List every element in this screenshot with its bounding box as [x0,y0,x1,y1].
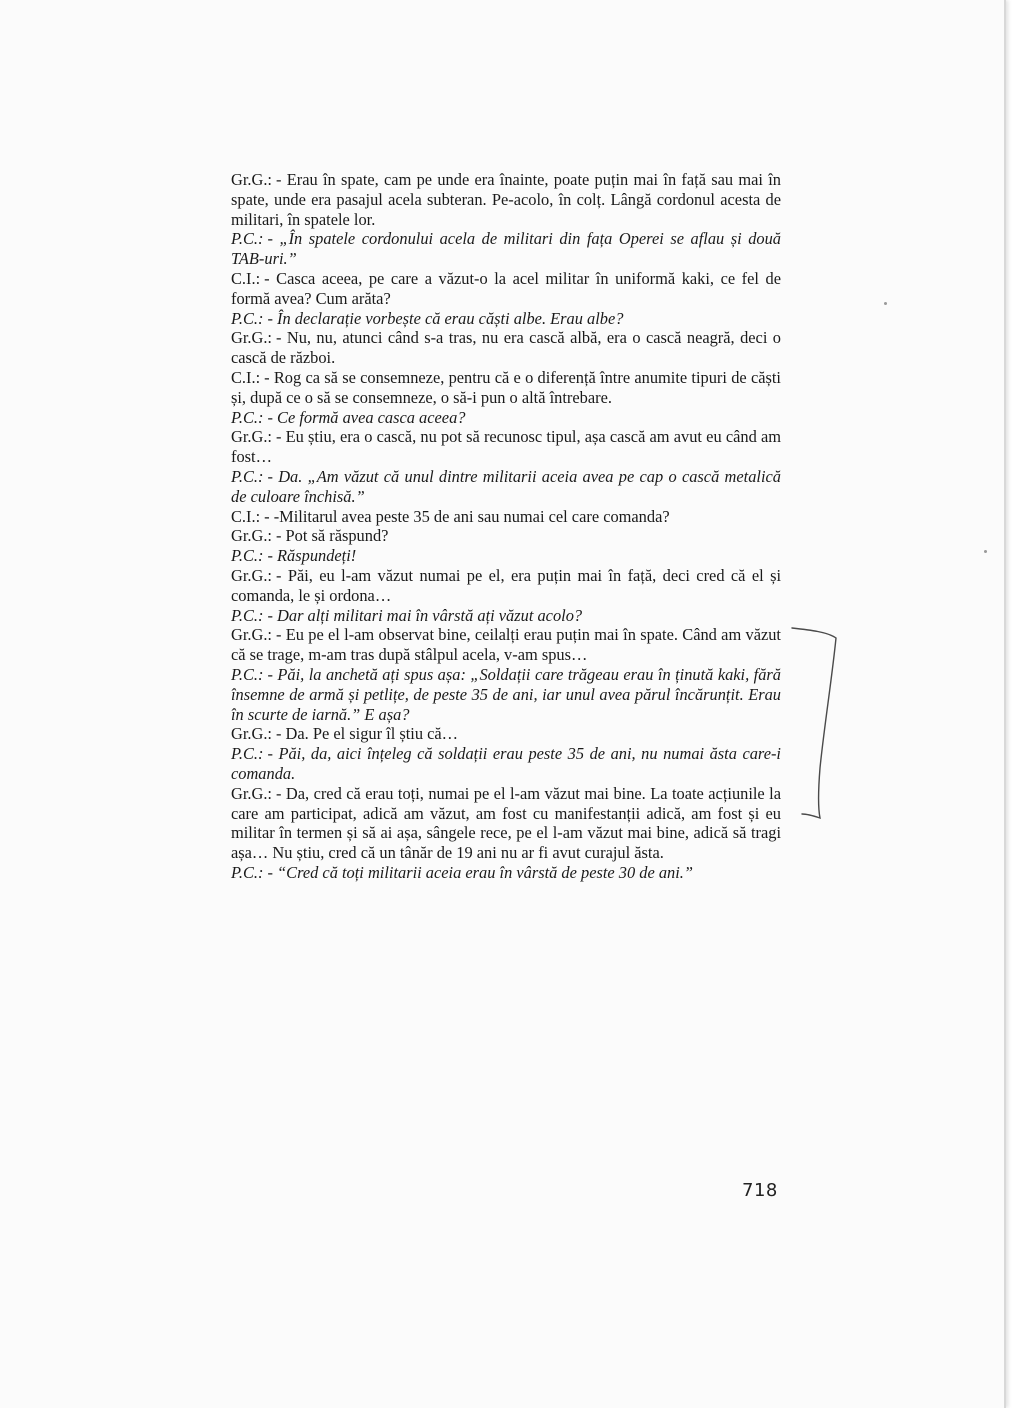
transcript-paragraph [231,784,781,863]
utterance-text: - „În spatele cordonului acela de militari din fața Operei se aflau și două TAB-uri.” [231,229,781,269]
speaker-label: C.I.: [231,268,261,288]
speaker-label: Gr.G.: [231,427,272,447]
speaker-label: Gr.G.: [231,783,272,803]
transcript-paragraph [231,546,781,566]
utterance-text: - Da. Pe el sigur îl știu că… [275,724,459,744]
speaker-label: P.C.: [231,407,264,427]
utterance-text: - Eu pe el l-am observat bine, ceilalți erau puțin mai în spate. Când am văzut că se trage, m-am tras după stâlpul acela, v-am spus… [231,625,781,665]
utterance-text: - Da, cred că erau toți, numai pe el l-am văzut mai bine. La toate acțiunile la care am participat, adică am văzut, am fost cu manifestanții adică, am fost și eu militar în termen și să ai așa, sângele rece, pe el l-am văzut mai bine, adică să tragi așa… Nu știu, cred că un tânăr de 19 ani nu ar fi avut curajul ăsta. [231,783,781,863]
transcript-paragraph [231,863,781,883]
transcript-paragraph [231,427,781,467]
utterance-text: - Dar alți militari mai în vârstă ați văzut acolo? [267,605,583,625]
speaker-label: P.C.: [231,546,264,566]
transcript-paragraph [231,467,781,507]
scan-speck [884,302,887,305]
transcript-paragraph [231,328,781,368]
speaker-label: Gr.G.: [231,170,272,189]
transcript-paragraph [231,309,781,329]
transcript-body [231,170,781,883]
margin-bracket-mark [780,618,850,828]
page-number: 718 [742,1180,778,1201]
transcript-paragraph [231,606,781,626]
utterance-text: - Păi, da, aici înțeleg că soldații erau peste 35 de ani, nu numai ăsta care-i comanda. [231,744,781,783]
page-edge [1004,0,1006,1408]
speaker-label: Gr.G.: [231,625,272,645]
speaker-label: Gr.G.: [231,526,272,546]
utterance-text: - Răspundeți! [267,546,357,566]
transcript-paragraph [231,724,781,744]
speaker-label: P.C.: [231,466,264,486]
utterance-text: - Eu știu, era o cască, nu pot să recunosc tipul, așa cască am avut eu când am fost… [231,427,781,467]
transcript-paragraph [231,526,781,546]
utterance-text: - “Cred că toți militarii aceia erau în vârstă de peste 30 de ani.” [267,862,693,882]
transcript-paragraph [231,566,781,606]
speaker-label: C.I.: [231,367,261,387]
speaker-label: P.C.: [231,229,264,249]
utterance-text: - Ce formă avea casca aceea? [267,407,466,427]
transcript-paragraph [231,269,781,309]
speaker-label: C.I.: [231,506,261,526]
utterance-text: - Nu, nu, atunci când s-a tras, nu era cască albă, era o cască neagră, deci o cască de război. [231,328,781,368]
utterance-text: - Păi, la anchetă ați spus așa: „Soldații care trăgeau erau în ținută kaki, fără însemne de armă și petlițe, de peste 35 de ani, iar unul avea părul încărunțit. Erau în scurte de iarnă.” E așa? [231,664,781,724]
transcript-paragraph [231,507,781,527]
transcript-paragraph [231,229,781,269]
transcript-paragraph [231,368,781,408]
speaker-label: P.C.: [231,664,264,684]
speaker-label: Gr.G.: [231,724,272,744]
utterance-text: - Pot să răspund? [275,526,389,546]
utterance-text: - Da. „Am văzut că unul dintre militarii aceia avea pe cap o cască metalică de culoare închisă.” [231,466,781,506]
utterance-text: - Rog ca să se consemneze, pentru că e o diferență între anumite tipuri de căști și, după ce o să se consemneze, o să-i pun o altă întrebare. [231,367,781,407]
speaker-label: P.C.: [231,308,264,328]
utterance-text: - Păi, eu l-am văzut numai pe el, era puțin mai în față, deci cred că el și comanda, le și ordona… [231,565,781,605]
utterance-text: - În declarație vorbește că erau căști albe. Erau albe? [267,308,624,328]
transcript-paragraph [231,744,781,784]
speaker-label: Gr.G.: [231,328,272,348]
speaker-label: P.C.: [231,605,264,625]
transcript-paragraph [231,170,781,229]
speaker-label: Gr.G.: [231,565,272,585]
transcript-paragraph [231,408,781,428]
scan-speck [984,550,987,553]
speaker-label: P.C.: [231,744,264,764]
utterance-text: - -Militarul avea peste 35 de ani sau numai cel care comanda? [264,506,670,526]
utterance-text: - Erau în spate, cam pe unde era înainte, poate puțin mai în față sau mai în spate, unde era pasajul acela subteran. Pe-acolo, în colț. Lângă cordonul acesta de militari, în spatele lor. [231,170,781,229]
utterance-text: - Casca aceea, pe care a văzut-o la acel militar în uniformă kaki, ce fel de formă avea? Cum arăta? [231,268,781,308]
speaker-label: P.C.: [231,862,264,882]
transcript-paragraph [231,625,781,665]
transcript-paragraph [231,665,781,724]
